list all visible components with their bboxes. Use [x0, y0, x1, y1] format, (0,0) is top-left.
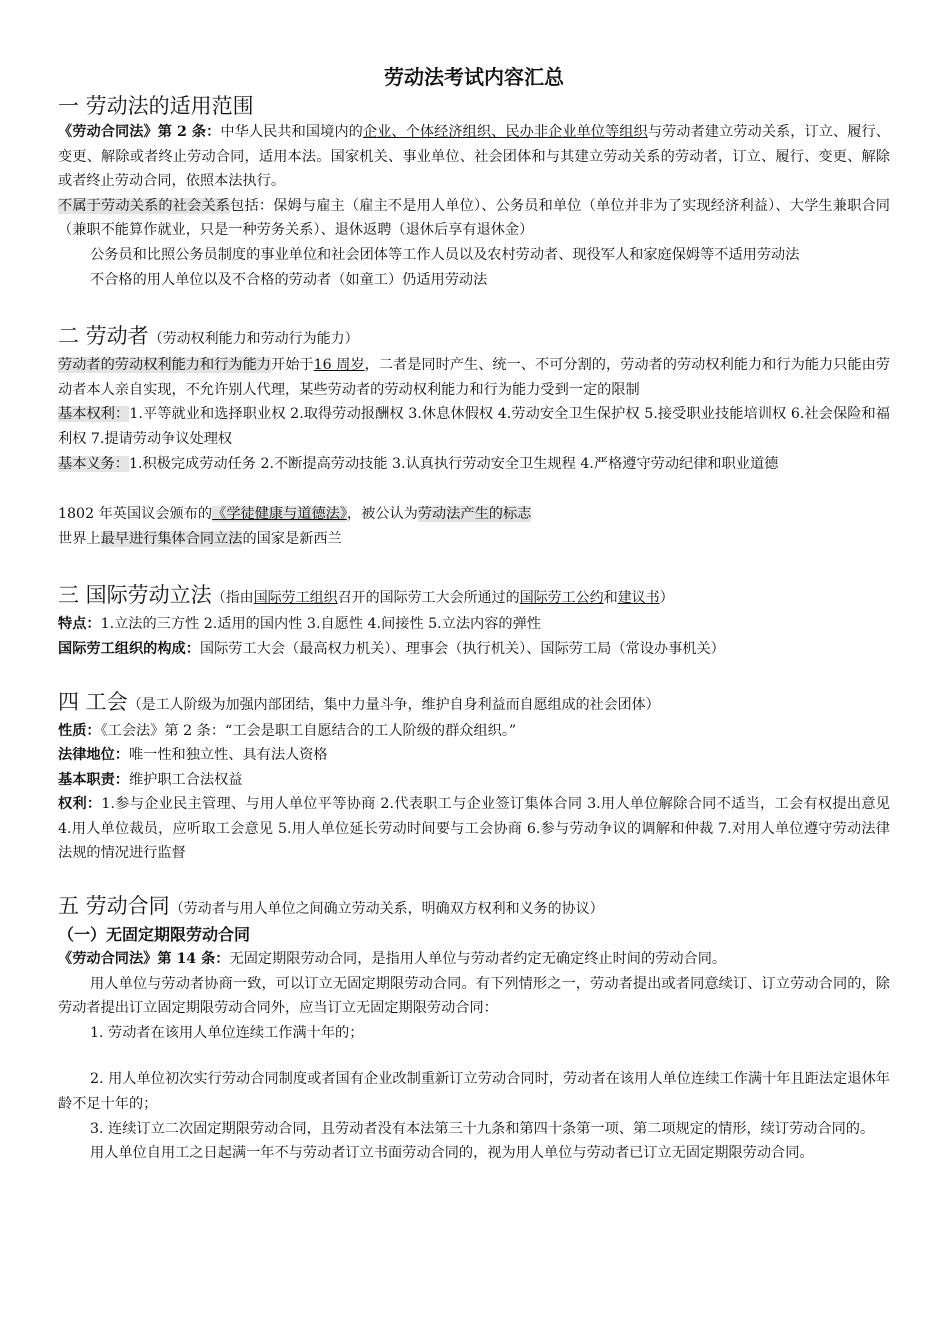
section-5-title: 五 劳动合同 — [58, 894, 170, 919]
spacer — [58, 292, 890, 322]
s2-p1-underlined: 16 周岁 — [313, 357, 365, 374]
fact1-text-a: 1802 年英国议会颁布的 — [58, 506, 213, 523]
spacer — [58, 662, 890, 688]
fact2-text-b: 的国家是新西兰 — [242, 530, 342, 547]
section-4-subtitle: （是工人阶级为加强内部团结，集中力量斗争，维护自身利益而自愿组成的社会团体） — [127, 696, 660, 713]
s1-p1-text-a: 中华人民共和国境内的 — [220, 124, 363, 140]
s4-powers — [58, 792, 890, 866]
section-3-subtitle — [212, 590, 674, 606]
section-5-heading — [58, 892, 890, 923]
s3-paren-c: 和 — [603, 590, 618, 607]
s3-organization-text: 国际劳工大会（最高权力机关）、理事会（执行机关）、国际劳工局（常设办事机关） — [199, 640, 725, 657]
section-5-subtitle: （劳动者与用人单位之间确立劳动关系，明确双方权利和义务的协议） — [169, 901, 604, 918]
fact2-highlight: 最早进行集体合同立法 — [100, 530, 243, 547]
s3-convention-link: 国际劳工公约 — [519, 590, 604, 607]
s4-nature-text: 《工会法》第 2 条：“工会是职工自愿结合的工人阶级的群众组织。” — [100, 722, 517, 739]
s3-organization — [58, 637, 890, 662]
s2-capacity-paragraph — [58, 353, 890, 402]
section-4-heading — [58, 688, 890, 719]
s4-duty-text: 维护职工合法权益 — [128, 771, 243, 788]
spacer — [58, 866, 890, 892]
s5-condition-2: 2. 用人单位初次实行劳动合同制度或者国有企业改制重新订立劳动合同时，劳动者在该用人单位连续工作满十年且距法定退休年龄不足十年的； — [58, 1071, 890, 1113]
s3-recommendation-link: 建议书 — [617, 590, 660, 607]
s5-article-text: 无固定期限劳动合同，是指用人单位与劳动者约定无确定终止时间的劳动合同。 — [229, 951, 727, 968]
s2-duties-label: 基本义务： — [58, 455, 129, 472]
document-title: 劳动法考试内容汇总 — [384, 65, 564, 89]
s2-rights-label: 基本权利： — [58, 406, 130, 423]
s1-non-labor-paragraph — [58, 194, 890, 243]
s3-paren-d: ） — [659, 590, 674, 607]
s4-nature — [58, 719, 890, 744]
s1-p1-text-b: 与劳动者建立劳动关系，订立、履行、变更、解除或者终止劳动合同，适用本法。国家机关、事业单位、社会团体和与其建立劳动关系的劳动者，订立、履行、变更、解除或者终止劳动合同，依照本法执行。 — [58, 124, 890, 190]
s5-conditions-intro: 用人单位与劳动者协商一致，可以订立无固定期限劳动合同。有下列情形之一，劳动者提出或者同意续订、订立劳动合同的，除劳动者提出订立固定期限劳动合同外，应当订立无固定期限劳动合同： — [58, 975, 890, 1017]
section-3-heading — [58, 581, 890, 612]
s4-powers-text: 1.参与企业民主管理、与用人单位平等协商 2.代表职工与企业签订集体合同 3.用人单位解除合同不适当，工会有权提出意见 4.用人单位裁员，应听取工会意见 5.用人单位延长劳动时间要与工会协商 6.参与劳动争议的调解和仲裁 7.对用人单位遵守劳动法律法规的情况进行监督 — [58, 796, 890, 862]
fact1-highlight: 劳动法产生的标志 — [417, 506, 532, 523]
spacer — [58, 1045, 890, 1067]
s5-subheading-1: （一）无固定期限劳动合同 — [58, 925, 251, 945]
fact1-law-name: 《学徒健康与道德法》 — [212, 506, 347, 523]
fact1-text-b: ，被公认为 — [346, 506, 418, 523]
s2-duties-paragraph — [58, 452, 890, 477]
s1-article-label: 《劳动合同法》第 2 条： — [58, 124, 221, 140]
s3-paren-a: （指由 — [211, 590, 254, 607]
s2-p1-text-b: ，二者是同时产生、统一、不可分割的，劳动者的劳动权利能力和行为能力只能由劳动者本人亲自实现，不允许别人代理，某些劳动者的劳动权利能力和行为能力受到一定的限制 — [58, 357, 890, 398]
s3-features — [58, 612, 890, 637]
section-1-heading: 一 劳动法的适用范围 — [58, 94, 254, 118]
s4-powers-label: 权利： — [58, 796, 102, 813]
fact2-text-a: 世界上 — [58, 530, 101, 547]
s2-p1-highlight: 劳动者的劳动权利能力和行为能力 — [58, 357, 271, 374]
s4-duty-label: 基本职责： — [58, 771, 129, 788]
section-4-title: 四 工会 — [58, 689, 128, 714]
s5-condition-1: 1. 劳动者在该用人单位连续工作满十年的； — [90, 1024, 364, 1041]
s2-fact-newzealand — [58, 527, 890, 552]
s2-duties-text: 1.积极完成劳动任务 2.不断提高劳动技能 3.认真执行劳动安全卫生规程 4.严格遵守劳动纪律和职业道德 — [128, 455, 779, 472]
s1-article-paragraph — [58, 120, 890, 194]
s4-nature-label: 性质： — [58, 722, 101, 739]
s5-article-14 — [58, 947, 890, 972]
s3-features-text: 1.立法的三方性 2.适用的国内性 3.自愿性 4.间接性 5.立法内容的弹性 — [100, 616, 541, 633]
spacer — [58, 551, 890, 581]
s4-legal-text: 唯一性和独立性、具有法人资格 — [128, 747, 328, 764]
s4-basic-duty — [58, 768, 890, 793]
s3-ilo-link: 国际劳工组织 — [253, 590, 338, 607]
s1-unqualified-paragraph: 不合格的用人单位以及不合格的劳动者（如童工）仍适用劳动法 — [90, 271, 488, 288]
section-3-title: 三 国际劳动立法 — [58, 583, 212, 608]
spacer — [58, 476, 890, 502]
section-2-heading — [58, 322, 890, 353]
s1-p2-text: 包括：保姆与雇主（雇主不是用人单位）、公务员和单位（单位并非为了实现经济利益）、大学生兼职合同（兼职不能算作就业，只是一种劳务关系）、退休返聘（退休后享有退休金） — [58, 197, 890, 239]
s1-p2-highlight: 不属于劳动关系的社会关系 — [58, 197, 231, 214]
s5-article-label: 《劳动合同法》第 14 条： — [58, 951, 230, 968]
s3-paren-b: 召开的国际劳工大会所通过的 — [337, 590, 520, 607]
section-2-subtitle: （劳动权利能力和劳动行为能力） — [148, 331, 359, 348]
s2-rights-paragraph — [58, 402, 890, 451]
s5-deemed-contract: 用人单位自用工之日起满一年不与劳动者订立书面劳动合同的，视为用人单位与劳动者已订立无固定期限劳动合同。 — [90, 1145, 814, 1162]
s3-features-label: 特点： — [58, 616, 101, 633]
s3-organization-label: 国际劳工组织的构成： — [58, 640, 200, 657]
s1-exclusion-paragraph: 公务员和比照公务员制度的事业单位和社会团体等工作人员以及农村劳动者、现役军人和家庭保姆等不适用劳动法 — [90, 246, 800, 263]
s2-fact-1802 — [58, 502, 890, 527]
s1-p1-underlined: 企业、个体经济组织、民办非企业单位等组织 — [362, 124, 648, 140]
s2-p1-text-a: 开始于 — [271, 357, 314, 374]
s4-legal-status — [58, 743, 890, 768]
s4-legal-label: 法律地位： — [58, 747, 129, 764]
section-2-title: 二 劳动者 — [58, 324, 149, 349]
s5-condition-3: 3. 连续订立二次固定期限劳动合同，且劳动者没有本法第三十九条和第四十条第一项、第二项规定的情形，续订劳动合同的。 — [90, 1120, 875, 1137]
s2-rights-text: 1.平等就业和选择职业权 2.取得劳动报酬权 3.休息休假权 4.劳动安全卫生保护权 5.接受职业技能培训权 6.社会保险和福利权 7.提请劳动争议处理权 — [58, 406, 890, 447]
